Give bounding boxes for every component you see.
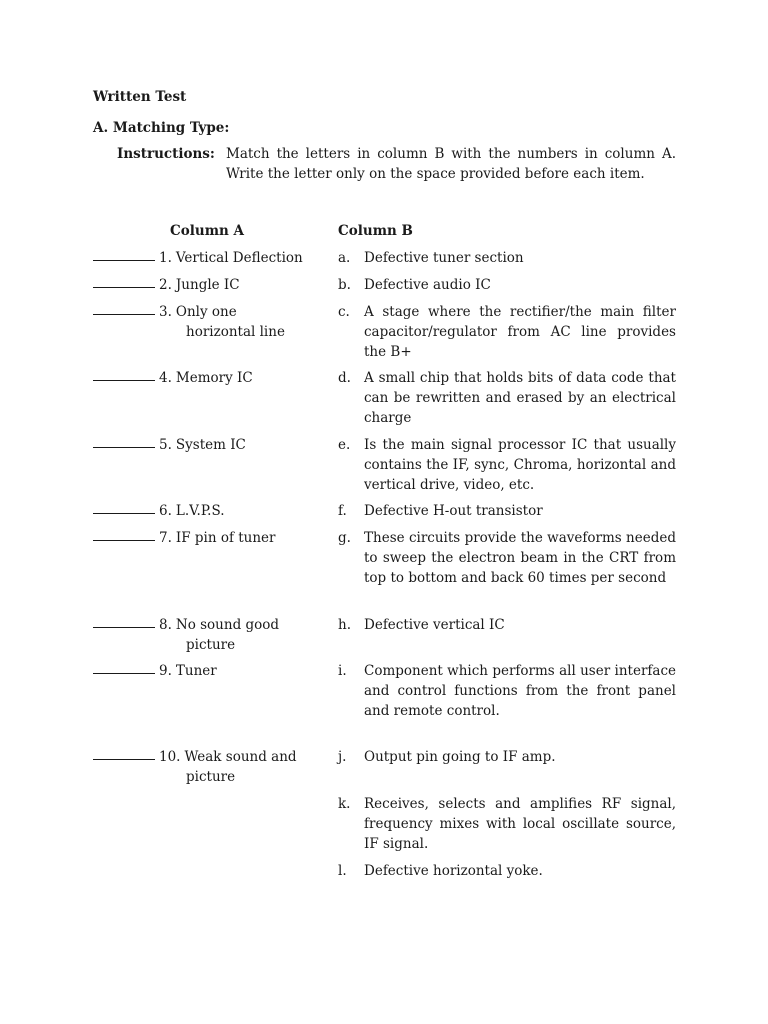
section-heading: A. Matching Type: — [93, 120, 230, 136]
page-title: Written Test — [93, 89, 187, 105]
answer-blank[interactable] — [93, 302, 155, 315]
answer-blank[interactable] — [93, 275, 155, 288]
column-a-item: 9. Tuner — [93, 661, 331, 681]
column-b-item: f. Defective H-out transistor — [338, 503, 543, 519]
column-a-item: 3. Only one horizontal line — [93, 302, 331, 342]
column-a-header: Column A — [170, 223, 244, 239]
column-a-item: 2. Jungle IC — [93, 275, 331, 295]
column-a-item: 10. Weak sound and picture — [93, 747, 331, 787]
column-a-item: 8. No sound good picture — [93, 615, 331, 655]
column-b-header: Column B — [338, 223, 413, 239]
column-a-item: 7. IF pin of tuner — [93, 528, 331, 548]
column-b-item: j. Output pin going to IF amp. — [338, 749, 556, 765]
column-a-item: 4. Memory IC — [93, 368, 331, 388]
column-b-item: a. Defective tuner section — [338, 250, 524, 266]
column-b-item: e. Is the main signal processor IC that usually contains the IF, sync, Chroma, horizontal and vertical drive, video, etc. — [338, 437, 676, 493]
column-b-item: d. A small chip that holds bits of data code that can be rewritten and erased by an electrical charge — [338, 370, 676, 426]
answer-blank[interactable] — [93, 528, 155, 541]
answer-blank[interactable] — [93, 501, 155, 514]
answer-blank[interactable] — [93, 615, 155, 628]
answer-blank[interactable] — [93, 661, 155, 674]
column-b-item: c. A stage where the rectifier/the main filter capacitor/regulator from AC line provides the B+ — [338, 304, 676, 360]
column-a-item: 6. L.V.P.S. — [93, 501, 331, 521]
column-b-item: h. Defective vertical IC — [338, 617, 505, 633]
column-b-item: b. Defective audio IC — [338, 277, 491, 293]
column-b-item: g. These circuits provide the waveforms needed to sweep the electron beam in the CRT from top to bottom and back 60 times per second — [338, 530, 676, 586]
column-a-item: 1. Vertical Deflection — [93, 248, 331, 268]
instructions-label: Instructions: — [117, 146, 215, 162]
answer-blank[interactable] — [93, 435, 155, 448]
column-a-item: 5. System IC — [93, 435, 331, 455]
answer-blank[interactable] — [93, 248, 155, 261]
column-b-item: i. Component which performs all user interface and control functions from the front panel and remote control. — [338, 663, 676, 719]
instructions-text: Match the letters in column B with the numbers in column A. Write the letter only on the space provided before each item. — [226, 146, 676, 182]
column-b-item: k. Receives, selects and amplifies RF signal, frequency mixes with local oscillate source, IF signal. — [338, 796, 676, 852]
column-b-item: l. Defective horizontal yoke. — [338, 863, 543, 879]
answer-blank[interactable] — [93, 368, 155, 381]
answer-blank[interactable] — [93, 747, 155, 760]
